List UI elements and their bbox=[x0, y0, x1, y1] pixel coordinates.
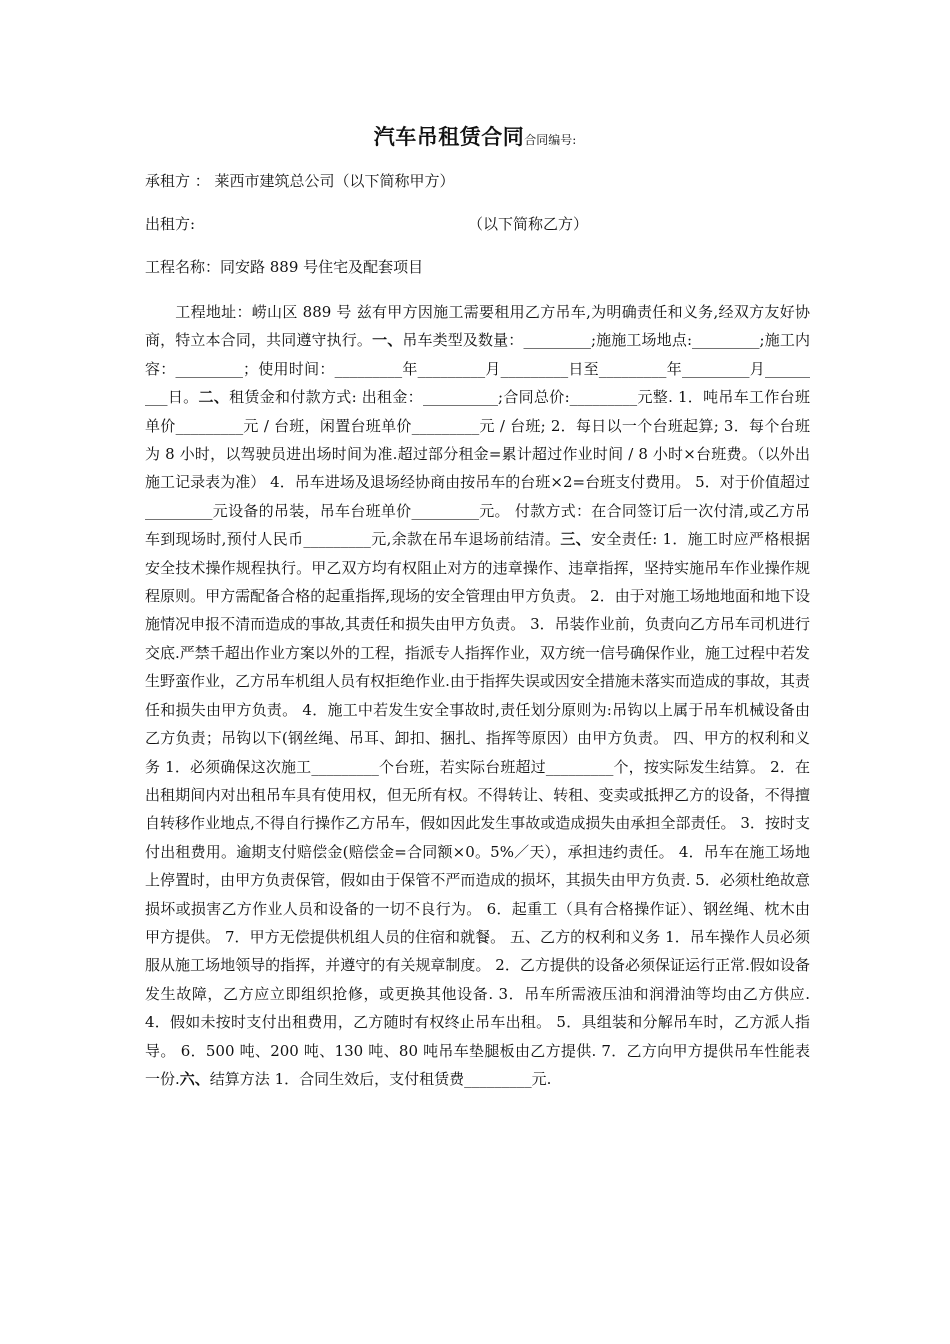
section-2-heading: 二、 bbox=[198, 388, 230, 407]
section-2-text: 租赁金和付款方式: 出租金：__________;合同总价:_________元整. 1．吨吊车工作台班单价_________元 / 台班，闲置台班单价_________元 / 台班; 2．每日以一个台班起算; 3．每个台班为 8 小时，以驾驶员进出场时间为准.超过部分租金=累计超过作业时间 / 8 小时×台班费。（以外出施工记录表为准） 4．吊车进场及退场经协商由按吊车的台班×2=台班支付费用。 5．对于价值超过_________元设备的吊装，吊车台班单价_________元。 付款方式：在合同签订后一次付清,或乙方吊车到现场时,预付人民币_________元,余款在吊车退场前结清。 bbox=[145, 388, 810, 549]
section-6-text: 结算方法 1．合同生效后，支付租赁费_________元. bbox=[209, 1069, 552, 1088]
contract-number-label: 合同编号: bbox=[524, 133, 577, 147]
lessor-suffix: （以下简称乙方） bbox=[468, 215, 589, 233]
lessor-line bbox=[145, 213, 589, 235]
intro-paragraph: 工程地址：崂山区 889 号 兹有甲方因施工需要租用乙方吊车,为明确责任和义务,经双方友好协商，特立本合同，共同遵守执行。 bbox=[145, 303, 810, 350]
section-3-heading: 三、 bbox=[560, 530, 591, 549]
lessee-line: 承租方 ： 莱西市建筑总公司（以下简称甲方） bbox=[145, 172, 455, 190]
title-line bbox=[0, 122, 950, 155]
section-6-heading: 六、 bbox=[179, 1069, 210, 1088]
project-name-line: 工程名称：同安路 889 号住宅及配套项目 bbox=[145, 258, 424, 276]
lessor-label: 出租方: bbox=[145, 215, 196, 233]
contract-body bbox=[145, 298, 810, 1093]
document-title: 汽车吊租赁合同 bbox=[373, 124, 525, 149]
section-1-heading: 一、 bbox=[372, 331, 403, 350]
section-3-text: 安全责任: 1．施工时应严格根据安全技术操作规程执行。甲乙双方均有权阻止对方的违章操作、违章指挥，坚持实施吊车作业操作规程原则。甲方需配备合格的起重指挥,现场的安全管理由甲方负责。 2．由于对施工场地地面和地下设施情况申报不清而造成的事故,其责任和损失由甲方负责。 3．吊装作业前，负责向乙方吊车司机进行交底.严禁千超出作业方案以外的工程，指派专人指挥作业，双方统一信号确保作业，施工过程中若发生野蛮作业，乙方吊车机组人员有权拒绝作业.由于指挥失误或因安全措施未落实而造成的事故，其责任和损失由甲方负责。 4．施工中若发生安全事故时,责任划分原则为:吊钩以上属于吊车机械设备由乙方负责；吊钩以下(钢丝绳、吊耳、卸扣、捆扎、指挥等原因）由甲方负责。 四、甲方的权利和义务 1．必须确保这次施工_________个台班，若实际台班超过_________个，按实际发生结算。 2．在出租期间内对出租吊车具有使用权，但无所有权。不得转让、转租、变卖或抵押乙方的设备，不得擅自转移作业地点,不得自行操作乙方吊车，假如因此发生事故或造成损失由承担全部责任。 3．按时支付出租费用。逾期支付赔偿金(赔偿金=合同额×0。5%／天），承担违约责任。 4．吊车在施工场地上停置时，由甲方负责保管，假如由于保管不严而造成的损坏，其损失由甲方负责. 5．必须杜绝故意损坏或损害乙方作业人员和设备的一切不良行为。 6．起重工（具有合格操作证）、钢丝绳、枕木由甲方提供。 7．甲方无偿提供机组人员的住宿和就餐。 五、乙方的权利和义务 1．吊车操作人员必须服从施工场地领导的指挥，并遵守的有关规章制度。 2．乙方提供的设备必须保证运行正常.假如设备发生故障，乙方应立即组织抢修，或更换其他设备. 3．吊车所需液压油和润滑油等均由乙方供应. 4．假如未按时支付出租费用，乙方随时有权终止吊车出租。 5．具组装和分解吊车时，乙方派人指导。 6．500 吨、200 吨、130 吨、80 吨吊车垫腿板由乙方提供. 7．乙方向甲方提供吊车性能表一份. bbox=[145, 530, 810, 1088]
section-1-text: 吊车类型及数量：_________;施施工场地点:_________;施工内容：_________；使用时间：_________年_________月_________日至_________年_________月_________日。 bbox=[145, 331, 810, 407]
